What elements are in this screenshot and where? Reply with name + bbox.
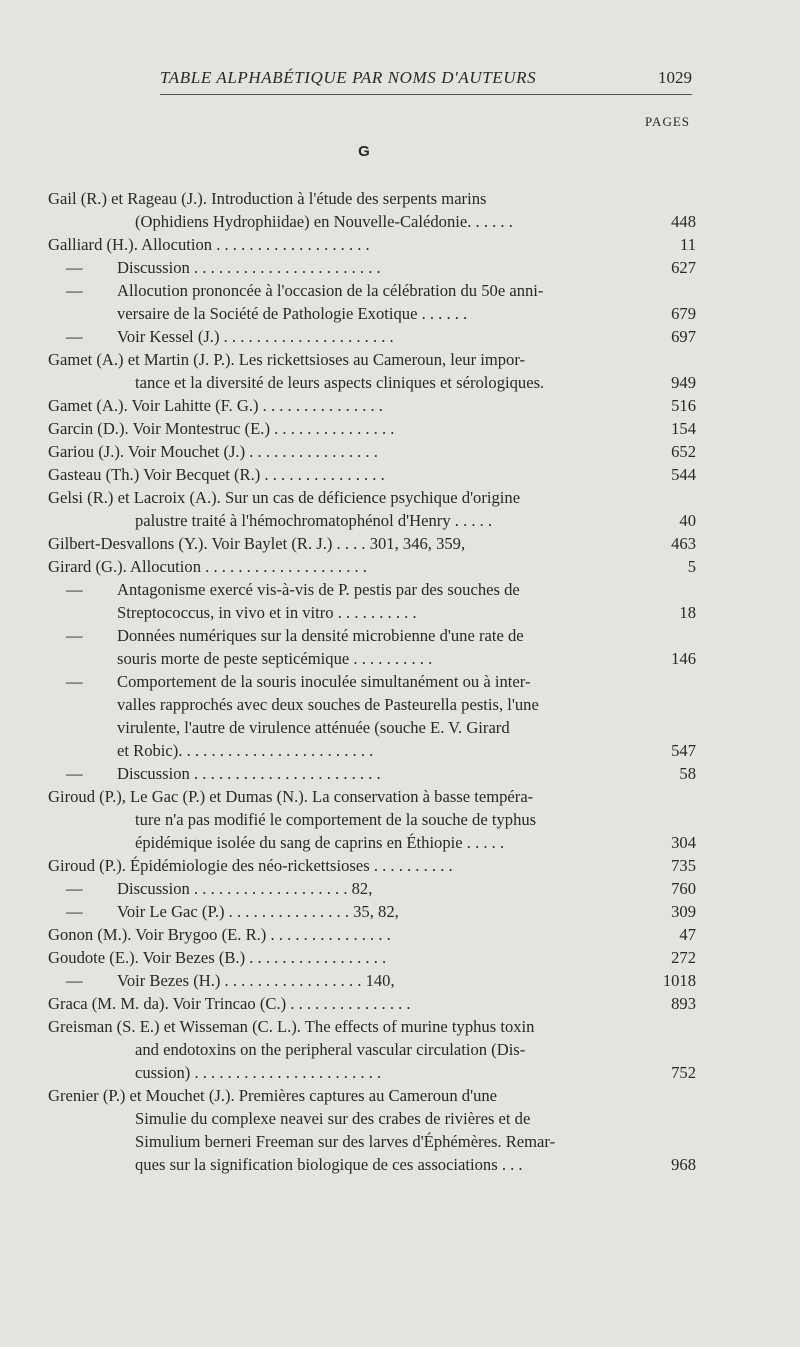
ditto-dash: — bbox=[66, 764, 83, 783]
index-entry bbox=[48, 348, 696, 394]
subentry-line: Discussion . . . . . . . . . . . . . . . . . . . 82, bbox=[117, 879, 373, 898]
section-letter: G bbox=[358, 143, 370, 160]
page-ref: 154 bbox=[667, 417, 696, 440]
subentry-line: Antagonisme exercé vis-à-vis de P. pestis par des souches de bbox=[117, 580, 520, 599]
page-ref: 547 bbox=[667, 739, 696, 762]
page-ref: 58 bbox=[675, 762, 696, 785]
page-ref: 516 bbox=[667, 394, 696, 417]
page-ref: 697 bbox=[667, 325, 696, 348]
ditto-dash: — bbox=[66, 879, 83, 898]
subentry-line: valles rapprochés avec deux souches de Pasteurella pestis, l'une bbox=[117, 695, 539, 714]
subentry-line: virulente, l'autre de virulence atténuée (souche E. V. Girard bbox=[117, 718, 510, 737]
index-entry bbox=[48, 486, 696, 532]
page-ref: 652 bbox=[667, 440, 696, 463]
page-ref: 448 bbox=[667, 210, 696, 233]
running-title: TABLE ALPHABÉTIQUE PAR NOMS D'AUTEURS bbox=[160, 68, 537, 87]
entry-line: Graca (M. M. da). Voir Trincao (C.) . . . . . . . . . . . . . . . bbox=[48, 994, 411, 1013]
entry-line: Girard (G.). Allocution . . . . . . . . . . . . . . . . . . . . bbox=[48, 557, 367, 576]
entry-line: Gilbert-Desvallons (Y.). Voir Baylet (R. J.) . . . . 301, 346, 359, bbox=[48, 534, 466, 553]
entry-line: ques sur la signification biologique de ces associations . . . bbox=[135, 1155, 523, 1174]
ditto-dash: — bbox=[66, 580, 83, 599]
ditto-dash: — bbox=[66, 902, 83, 921]
index-entry bbox=[48, 440, 696, 463]
subentry-line: Discussion . . . . . . . . . . . . . . . . . . . . . . . bbox=[117, 764, 381, 783]
entry-line: Simulie du complexe neavei sur des crabes de rivières et de bbox=[135, 1109, 531, 1128]
page-ref: 309 bbox=[667, 900, 696, 923]
subentry-line: versaire de la Société de Pathologie Exotique . . . . . . bbox=[117, 304, 468, 323]
index-entry bbox=[48, 555, 696, 785]
index-entry bbox=[48, 233, 696, 348]
subentry-line: Voir Bezes (H.) . . . . . . . . . . . . . . . . . 140, bbox=[117, 971, 395, 990]
page-ref: 949 bbox=[667, 371, 696, 394]
entry-line: Gamet (A.) et Martin (J. P.). Les rickettsioses au Cameroun, leur impor- bbox=[48, 350, 526, 369]
index-entry bbox=[48, 854, 696, 923]
page-ref: 627 bbox=[667, 256, 696, 279]
entry-line: cussion) . . . . . . . . . . . . . . . . . . . . . . . bbox=[135, 1063, 382, 1082]
index-entry bbox=[48, 785, 696, 854]
page-ref: 893 bbox=[667, 992, 696, 1015]
entry-line: Simulium berneri Freeman sur des larves d'Éphémères. Remar- bbox=[135, 1132, 556, 1151]
ditto-dash: — bbox=[66, 626, 83, 645]
page-ref: 18 bbox=[675, 601, 696, 624]
index-entry bbox=[48, 532, 696, 555]
page-ref: 5 bbox=[684, 555, 696, 578]
index-entry bbox=[48, 394, 696, 417]
index-entries bbox=[48, 187, 696, 1176]
entry-line: Grenier (P.) et Mouchet (J.). Premières captures au Cameroun d'une bbox=[48, 1086, 498, 1105]
page-ref: 968 bbox=[667, 1153, 696, 1176]
entry-line: Gasteau (Th.) Voir Becquet (R.) . . . . . . . . . . . . . . . bbox=[48, 465, 385, 484]
entry-line: and endotoxins on the peripheral vascular circulation (Dis- bbox=[135, 1040, 526, 1059]
entry-line: palustre traité à l'hémochromatophénol d'Henry . . . . . bbox=[135, 511, 493, 530]
index-entry bbox=[48, 992, 696, 1015]
entry-line: (Ophidiens Hydrophiidae) en Nouvelle-Calédonie. . . . . . bbox=[135, 212, 513, 231]
header-rule bbox=[160, 94, 692, 95]
index-entry bbox=[48, 187, 696, 233]
index-entry bbox=[48, 1084, 696, 1176]
page-ref: 304 bbox=[667, 831, 696, 854]
entry-line: Garcin (D.). Voir Montestruc (E.) . . . . . . . . . . . . . . . bbox=[48, 419, 395, 438]
subentry-line: Données numériques sur la densité microbienne d'une rate de bbox=[117, 626, 524, 645]
subentry-line: Voir Kessel (J.) . . . . . . . . . . . . . . . . . . . . . bbox=[117, 327, 394, 346]
subentry-line: Comportement de la souris inoculée simultanément ou à inter- bbox=[117, 672, 531, 691]
index-entry bbox=[48, 923, 696, 946]
index-entry bbox=[48, 463, 696, 486]
subentry-line: souris morte de peste septicémique . . . . . . . . . . bbox=[117, 649, 433, 668]
page-ref: 544 bbox=[667, 463, 696, 486]
entry-line: Giroud (P.), Le Gac (P.) et Dumas (N.). La conservation à basse tempéra- bbox=[48, 787, 534, 806]
subentry-line: et Robic). . . . . . . . . . . . . . . . . . . . . . . . bbox=[117, 741, 374, 760]
page-ref: 679 bbox=[667, 302, 696, 325]
entry-line: Gamet (A.). Voir Lahitte (F. G.) . . . . . . . . . . . . . . . bbox=[48, 396, 383, 415]
page-ref: 752 bbox=[667, 1061, 696, 1084]
ditto-dash: — bbox=[66, 327, 83, 346]
page-ref: 735 bbox=[667, 854, 696, 877]
entry-line: Gonon (M.). Voir Brygoo (E. R.) . . . . . . . . . . . . . . . bbox=[48, 925, 391, 944]
page-ref: 146 bbox=[667, 647, 696, 670]
entry-line: tance et la diversité de leurs aspects cliniques et sérologiques. bbox=[135, 373, 545, 392]
subentry-line: Discussion . . . . . . . . . . . . . . . . . . . . . . . bbox=[117, 258, 381, 277]
page-ref: 272 bbox=[667, 946, 696, 969]
ditto-dash: — bbox=[66, 258, 83, 277]
subentry-line: Streptococcus, in vivo et in vitro . . . . . . . . . . bbox=[117, 603, 417, 622]
entry-line: Goudote (E.). Voir Bezes (B.) . . . . . . . . . . . . . . . . . bbox=[48, 948, 387, 967]
page-ref: 463 bbox=[667, 532, 696, 555]
entry-line: Greisman (S. E.) et Wisseman (C. L.). The effects of murine typhus toxin bbox=[48, 1017, 535, 1036]
entry-line: Gelsi (R.) et Lacroix (A.). Sur un cas de déficience psychique d'origine bbox=[48, 488, 521, 507]
page-ref: 760 bbox=[667, 877, 696, 900]
page-ref: 1018 bbox=[659, 969, 696, 992]
ditto-dash: — bbox=[66, 971, 83, 990]
page-ref: 11 bbox=[676, 233, 696, 256]
entry-line: ture n'a pas modifié le comportement de la souche de typhus bbox=[135, 810, 537, 829]
ditto-dash: — bbox=[66, 281, 83, 300]
entry-line: épidémique isolée du sang de caprins en Éthiopie . . . . . bbox=[135, 833, 505, 852]
index-entry bbox=[48, 946, 696, 992]
subentry-line: Voir Le Gac (P.) . . . . . . . . . . . . . . . 35, 82, bbox=[117, 902, 399, 921]
pages-column-label: PAGES bbox=[645, 114, 690, 129]
entry-line: Giroud (P.). Épidémiologie des néo-rickettsioses . . . . . . . . . . bbox=[48, 856, 453, 875]
index-entry bbox=[48, 1015, 696, 1084]
running-header bbox=[160, 68, 692, 96]
page-ref: 40 bbox=[675, 509, 696, 532]
page-ref: 47 bbox=[675, 923, 696, 946]
entry-line: Gariou (J.). Voir Mouchet (J.) . . . . . . . . . . . . . . . . bbox=[48, 442, 378, 461]
subentry-line: Allocution prononcée à l'occasion de la célébration du 50e anni- bbox=[117, 281, 544, 300]
ditto-dash: — bbox=[66, 672, 83, 691]
index-entry bbox=[48, 417, 696, 440]
entry-line: Galliard (H.). Allocution . . . . . . . . . . . . . . . . . . . bbox=[48, 235, 370, 254]
page-number: 1029 bbox=[658, 68, 692, 87]
entry-line: Gail (R.) et Rageau (J.). Introduction à l'étude des serpents marins bbox=[48, 189, 487, 208]
